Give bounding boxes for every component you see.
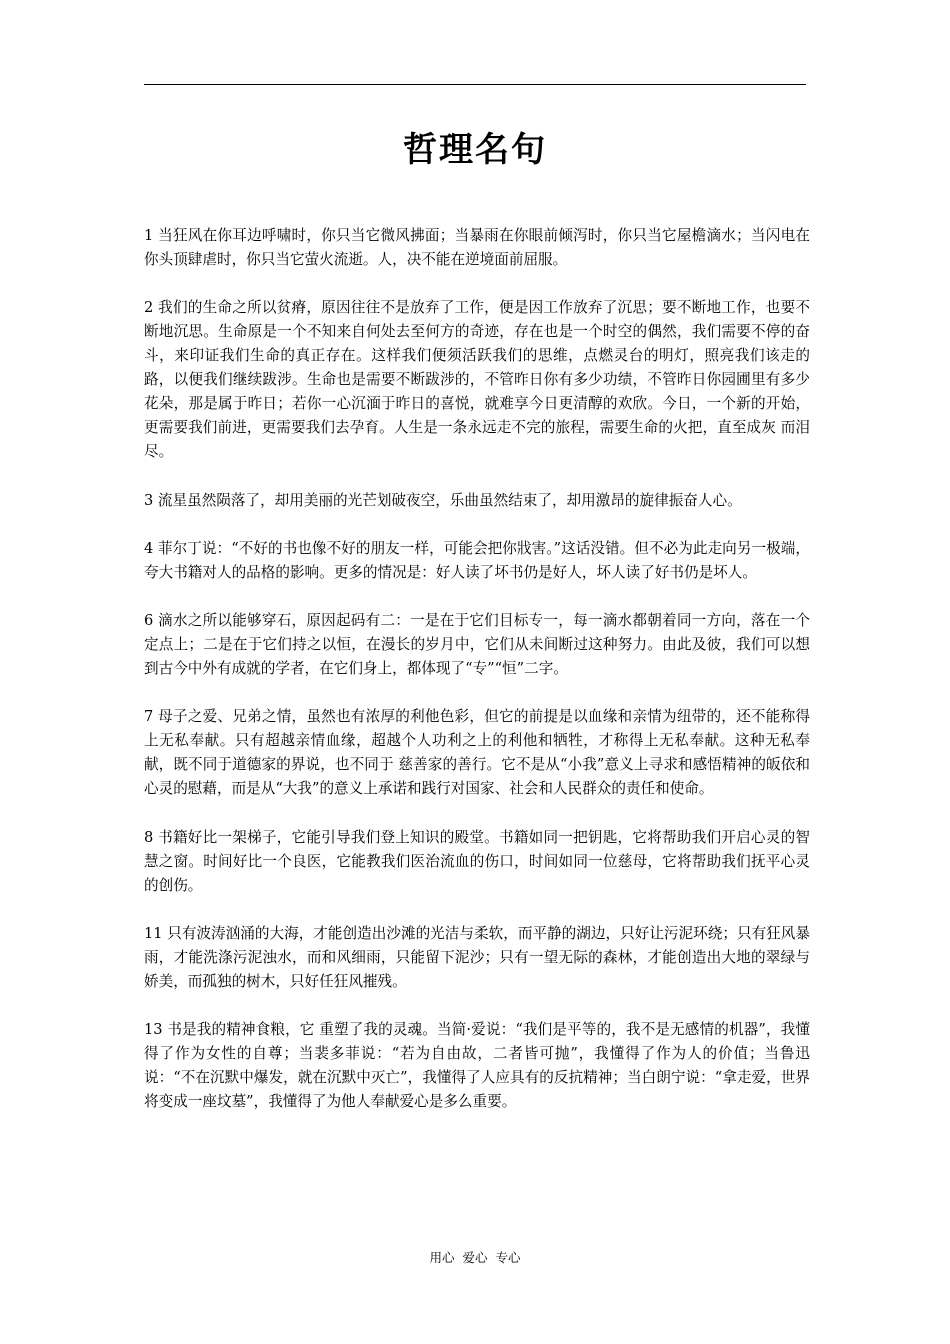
paragraph-8: 8 书籍好比一架梯子，它能引导我们登上知识的殿堂。书籍如同一把钥匙，它将帮助我们开启心灵的智慧之窗。时间好比一个良医，它能教我们医治流血的伤口，时间如同一位慈母，它将帮助我们抚平心灵的创伤。 <box>144 828 810 894</box>
page-footer: 用心 爱心 专心 <box>429 1250 521 1265</box>
paragraph-6: 6 滴水之所以能够穿石，原因起码有二：一是在于它们目标专一，每一滴水都朝着同一方向，落在一个定点上；二是在于它们持之以恒，在漫长的岁月中，它们从未间断过这种努力。由此及彼，我们可以想到古今中外有成就的学者，在它们身上，都体现了“专”“恒”二字。 <box>144 612 810 678</box>
paragraph-2: 2 我们的生命之所以贫瘠，原因往往不是放弃了工作，便是因工作放弃了沉思；要不断地工作，也要不断地沉思。生命原是一个不知来自何处去至何方的奇迹，存在也是一个时空的偶然，我们需要不停的奋斗，来印证我们生命的真正存在。这样我们便须活跃我们的思维，点燃灵台的明灯，照亮我们该走的路，以便我们继续跋涉。生命也是需要不断跋涉的，不管昨日你有多少功绩，不管昨日你园圃里有多少花朵，那是属于昨日；若你一心沉湎于昨日的喜悦，就难享今日更清醇的欢欣。今日，一个新的开始，更需要我们前进，更需要我们去孕育。人生是一条永远走不完的旅程，需要生命的火把，直至成灰 而泪 尽。 <box>144 299 810 461</box>
paragraph-7: 7 母子之爱、兄弟之情，虽然也有浓厚的利他色彩，但它的前提是以血缘和亲情为纽带的，还不能称得上无私奉献。只有超越亲情血缘，超越个人功利之上的利他和牺牲，才称得上无私奉献。这种无私奉献，既不同于道德家的界说，也不同于 慈善家的善行。它不是从“小我”意义上寻求和感悟精神的皈依和心灵的慰藉，而是从“大我”的意义上承诺和践行对国家、社会和人民群众的责任和使命。 <box>144 708 810 798</box>
paragraph-11: 11 只有波涛汹涌的大海，才能创造出沙滩的光洁与柔软，而平静的湖边，只好让污泥环绕；只有狂风暴雨，才能洗涤污泥浊水，而和风细雨，只能留下泥沙；只有一望无际的森林，才能创造出大地的翠绿与娇美，而孤独的树木，只好任狂风摧残。 <box>144 925 810 991</box>
paragraph-4: 4 菲尔丁说：“不好的书也像不好的朋友一样，可能会把你戕害。”这话没错。但不必为此走向另一极端，夸大书籍对人的品格的影响。更多的情况是：好人读了坏书仍是好人，坏人读了好书仍是坏人。 <box>144 539 810 581</box>
paragraph-13: 13 书是我的精神食粮，它 重塑了我的灵魂。当简·爱说：“我们是平等的，我不是无感情的机器”，我懂得了作为女性的自尊；当裴多菲说：“若为自由故，二者皆可抛”，我懂得了作为人的价值；当鲁迅说：“不在沉默中爆发，就在沉默中灭亡”，我懂得了人应具有的反抗精神；当白朗宁说：“拿走爱，世界将变成一座坟墓”，我懂得了为他人奉献爱心是多么重要。 <box>144 1021 810 1111</box>
page-title: 哲理名句 <box>403 130 547 170</box>
paragraph-1: 1 当狂风在你耳边呼啸时，你只当它微风拂面；当暴雨在你眼前倾泻时，你只当它屋檐滴水；当闪电在你头顶肆虐时，你只当它萤火流逝。人，决不能在逆境面前屈服。 <box>144 227 810 268</box>
document-body <box>144 224 810 1139</box>
paragraph-3: 3 流星虽然陨落了，却用美丽的光芒划破夜空，乐曲虽然结束了，却用激昂的旋律振奋人心。 <box>144 491 742 509</box>
header-rule <box>144 84 806 85</box>
